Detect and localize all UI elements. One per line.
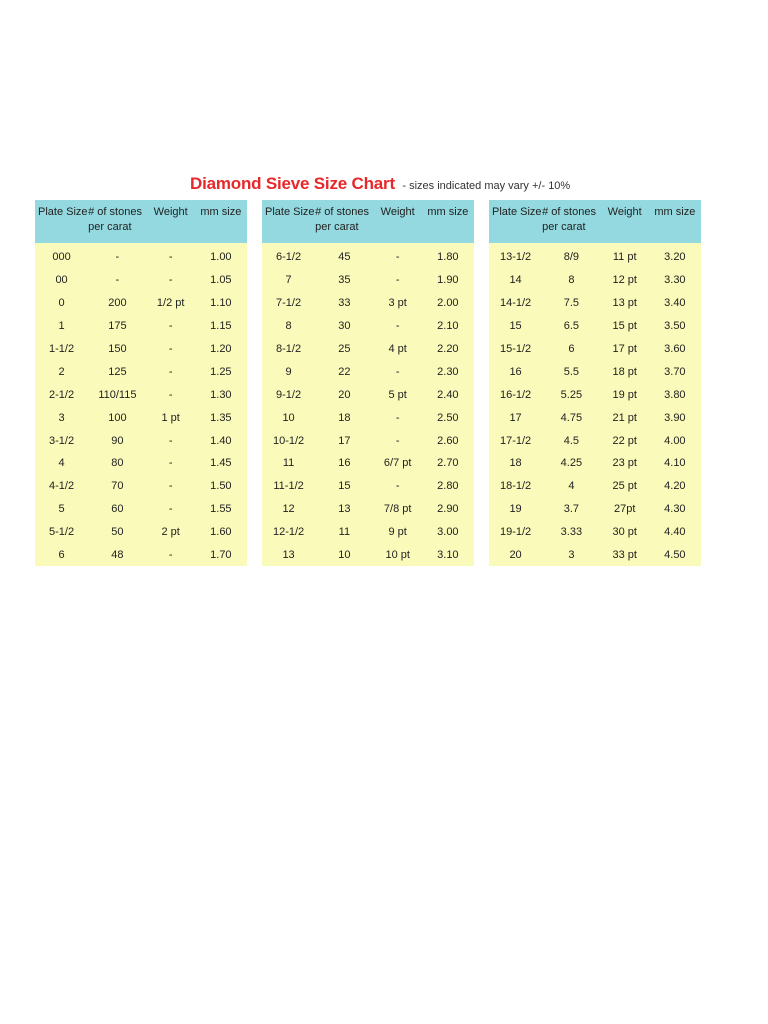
table-cell: 1.05 [195,269,247,292]
table-cell: 1.25 [195,360,247,383]
table-cell: 70 [88,475,147,498]
table-row [35,475,247,498]
table-header-row [262,200,474,243]
chart-title [190,174,670,198]
table-row [489,315,701,338]
column-header: # of stones per carat [88,200,147,243]
table-cell: - [374,315,422,338]
table-cell: 15 [489,315,542,338]
table-row [489,383,701,406]
table-cell: 19 pt [601,383,649,406]
table-row [489,269,701,292]
table-row [262,360,474,383]
table-row [489,338,701,361]
table-cell: 18 pt [601,360,649,383]
table-row [35,383,247,406]
table-cell: 17 pt [601,338,649,361]
table-cell: 4.40 [649,521,701,544]
table-row [262,544,474,567]
table-row [262,406,474,429]
table-cell: 3 [35,406,88,429]
table-cell: 1.70 [195,544,247,567]
table-cell: 15-1/2 [489,338,542,361]
table-cell: 1 [35,315,88,338]
column-header: Weight [601,200,649,243]
column-header: mm size [422,200,474,243]
column-header: Plate Size [262,200,315,243]
table-cell: 4.25 [542,452,601,475]
table-cell: 7/8 pt [374,498,422,521]
table-row [262,498,474,521]
table-cell: - [374,243,422,269]
table-cell: 48 [88,544,147,567]
table-cell: 1.60 [195,521,247,544]
table-cell: 13 [315,498,374,521]
table-cell: 5 pt [374,383,422,406]
table-cell: 4.75 [542,406,601,429]
table-cell: 125 [88,360,147,383]
table-cell: - [147,338,195,361]
sieve-table-panel-3 [489,200,701,566]
table-cell: - [147,475,195,498]
column-header: Weight [374,200,422,243]
table-cell: 11 [315,521,374,544]
table-cell: 1.20 [195,338,247,361]
table-cell: 4.10 [649,452,701,475]
table-cell: 6 [35,544,88,567]
table-cell: 10 [262,406,315,429]
table-cell: 17 [315,429,374,452]
table-cell: 25 pt [601,475,649,498]
table-row [262,383,474,406]
table-row [262,338,474,361]
table-cell: 1.55 [195,498,247,521]
table-cell: 6/7 pt [374,452,422,475]
column-header: mm size [195,200,247,243]
table-row [35,243,247,269]
table-row [489,475,701,498]
table-cell: 00 [35,269,88,292]
table-cell: 11 [262,452,315,475]
table-cell: - [88,243,147,269]
table-cell: 2.10 [422,315,474,338]
table-cell: 2.40 [422,383,474,406]
table-cell: 2 pt [147,521,195,544]
table-cell: 3.90 [649,406,701,429]
table-cell: 3.10 [422,544,474,567]
table-cell: 4 [542,475,601,498]
table-row [489,292,701,315]
table-cell: 5-1/2 [35,521,88,544]
table-cell: 12 pt [601,269,649,292]
table-cell: 90 [88,429,147,452]
table-cell: - [374,406,422,429]
table-cell: 1.80 [422,243,474,269]
table-row [35,498,247,521]
table-cell: - [374,269,422,292]
column-header: # of stones per carat [315,200,374,243]
table-cell: 4.5 [542,429,601,452]
table-row [35,406,247,429]
table-cell: 16 [489,360,542,383]
table-cell: 1.40 [195,429,247,452]
table-cell: 22 [315,360,374,383]
table-cell: 5.5 [542,360,601,383]
table-cell: - [147,452,195,475]
table-row [35,292,247,315]
table-cell: 5 [35,498,88,521]
table-cell: 1-1/2 [35,338,88,361]
column-header: Plate Size [35,200,88,243]
table-cell: 4 [35,452,88,475]
table-cell: 1.15 [195,315,247,338]
table-cell: 000 [35,243,88,269]
table-cell: 20 [489,544,542,567]
table-cell: - [147,383,195,406]
table-cell: 12-1/2 [262,521,315,544]
sieve-size-table [35,200,247,566]
table-row [262,452,474,475]
table-cell: - [374,360,422,383]
table-header-row [489,200,701,243]
table-row [489,498,701,521]
table-cell: 21 pt [601,406,649,429]
table-cell: 3.00 [422,521,474,544]
table-row [262,243,474,269]
table-cell: 16 [315,452,374,475]
table-row [35,315,247,338]
table-cell: 4.20 [649,475,701,498]
table-cell: 8 [262,315,315,338]
table-cell: 200 [88,292,147,315]
table-cell: - [147,544,195,567]
table-cell: 2.50 [422,406,474,429]
table-row [262,292,474,315]
table-cell: 33 [315,292,374,315]
table-cell: - [147,269,195,292]
table-cell: 23 pt [601,452,649,475]
table-row [489,521,701,544]
table-row [35,269,247,292]
table-cell: - [374,429,422,452]
table-cell: 3-1/2 [35,429,88,452]
table-cell: 18 [315,406,374,429]
table-cell: 9 pt [374,521,422,544]
table-row [35,429,247,452]
table-row [35,452,247,475]
table-cell: 2.30 [422,360,474,383]
table-row [489,243,701,269]
table-cell: 10 [315,544,374,567]
table-cell: 6.5 [542,315,601,338]
table-cell: 1.30 [195,383,247,406]
table-cell: - [147,315,195,338]
table-cell: 11 pt [601,243,649,269]
table-cell: 3.7 [542,498,601,521]
table-cell: 7.5 [542,292,601,315]
table-cell: 3.80 [649,383,701,406]
table-cell: 17 [489,406,542,429]
table-cell: 0 [35,292,88,315]
table-cell: 14-1/2 [489,292,542,315]
table-cell: 10-1/2 [262,429,315,452]
table-cell: - [88,269,147,292]
table-cell: 2.20 [422,338,474,361]
table-cell: 30 [315,315,374,338]
table-cell: 60 [88,498,147,521]
table-cell: 2-1/2 [35,383,88,406]
table-cell: 13 [262,544,315,567]
title-main: Diamond Sieve Size Chart [190,174,395,193]
table-cell: 2.70 [422,452,474,475]
column-header: Plate Size [489,200,542,243]
table-cell: 6 [542,338,601,361]
table-cell: 8-1/2 [262,338,315,361]
table-cell: 7 [262,269,315,292]
table-cell: 100 [88,406,147,429]
table-cell: 25 [315,338,374,361]
table-cell: 35 [315,269,374,292]
table-cell: - [147,360,195,383]
table-cell: 19-1/2 [489,521,542,544]
table-header-row [35,200,247,243]
table-row [489,544,701,567]
table-cell: 110/115 [88,383,147,406]
table-cell: 1.50 [195,475,247,498]
table-cell: 4.30 [649,498,701,521]
table-row [35,521,247,544]
table-cell: 3.60 [649,338,701,361]
table-row [489,429,701,452]
table-cell: 9 [262,360,315,383]
table-cell: 4.00 [649,429,701,452]
title-note: - sizes indicated may vary +/- 10% [402,180,571,192]
table-cell: 4-1/2 [35,475,88,498]
table-cell: 3.30 [649,269,701,292]
table-cell: 3 [542,544,601,567]
table-cell: 8 [542,269,601,292]
table-cell: - [374,475,422,498]
table-cell: 3.40 [649,292,701,315]
table-row [262,269,474,292]
table-cell: 16-1/2 [489,383,542,406]
sieve-table-panel-1 [35,200,247,566]
sieve-size-table [262,200,474,566]
table-row [35,338,247,361]
table-cell: 4.50 [649,544,701,567]
table-cell: 50 [88,521,147,544]
table-cell: 22 pt [601,429,649,452]
table-cell: 3.20 [649,243,701,269]
table-cell: 3.33 [542,521,601,544]
table-cell: 9-1/2 [262,383,315,406]
table-row [35,544,247,567]
table-cell: 175 [88,315,147,338]
table-cell: 15 [315,475,374,498]
sieve-table-panel-2 [262,200,474,566]
table-cell: 150 [88,338,147,361]
table-cell: 18 [489,452,542,475]
table-cell: 15 pt [601,315,649,338]
sieve-size-table [489,200,701,566]
table-cell: 1.10 [195,292,247,315]
table-cell: 14 [489,269,542,292]
table-cell: 3.70 [649,360,701,383]
table-cell: 11-1/2 [262,475,315,498]
table-cell: 2.60 [422,429,474,452]
table-cell: 4 pt [374,338,422,361]
table-cell: 27pt [601,498,649,521]
table-cell: 30 pt [601,521,649,544]
table-cell: 7-1/2 [262,292,315,315]
table-cell: 3.50 [649,315,701,338]
column-header: Weight [147,200,195,243]
table-cell: - [147,498,195,521]
table-cell: 1.35 [195,406,247,429]
table-row [262,315,474,338]
table-cell: 12 [262,498,315,521]
table-cell: 8/9 [542,243,601,269]
table-cell: 2 [35,360,88,383]
table-cell: 80 [88,452,147,475]
table-row [489,406,701,429]
table-cell: 45 [315,243,374,269]
table-row [262,521,474,544]
table-cell: 3 pt [374,292,422,315]
table-cell: 2.90 [422,498,474,521]
table-cell: 19 [489,498,542,521]
table-cell: 17-1/2 [489,429,542,452]
table-row [35,360,247,383]
table-cell: 33 pt [601,544,649,567]
table-cell: 10 pt [374,544,422,567]
table-cell: - [147,243,195,269]
table-cell: 20 [315,383,374,406]
table-row [489,452,701,475]
table-cell: 1.00 [195,243,247,269]
column-header: mm size [649,200,701,243]
table-cell: 5.25 [542,383,601,406]
table-row [262,475,474,498]
table-row [262,429,474,452]
table-cell: 1 pt [147,406,195,429]
column-header: # of stones per carat [542,200,601,243]
table-cell: 13-1/2 [489,243,542,269]
table-cell: 2.80 [422,475,474,498]
table-cell: - [147,429,195,452]
table-row [489,360,701,383]
table-cell: 6-1/2 [262,243,315,269]
table-cell: 1.90 [422,269,474,292]
table-cell: 1/2 pt [147,292,195,315]
table-cell: 2.00 [422,292,474,315]
table-cell: 1.45 [195,452,247,475]
table-cell: 18-1/2 [489,475,542,498]
table-cell: 13 pt [601,292,649,315]
